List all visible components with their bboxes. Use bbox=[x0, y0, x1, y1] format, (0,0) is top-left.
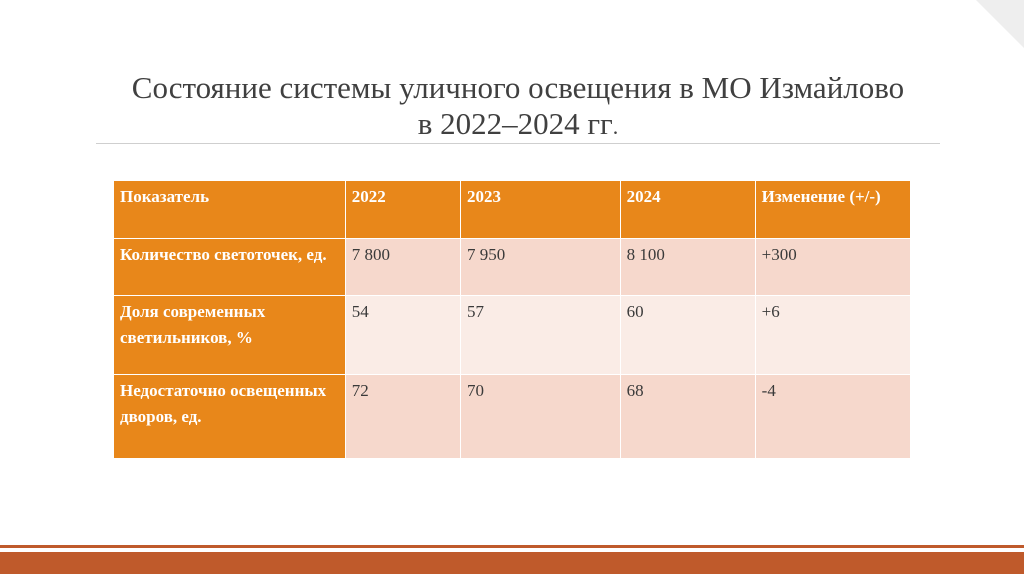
table-cell: +300 bbox=[755, 239, 910, 296]
table-cell: 57 bbox=[460, 296, 620, 375]
table-row bbox=[114, 296, 911, 375]
row-label: Количество светоточек, ед. bbox=[114, 239, 346, 296]
table-cell: 70 bbox=[460, 375, 620, 459]
table-cell: +6 bbox=[755, 296, 910, 375]
table-cell: -4 bbox=[755, 375, 910, 459]
title-line-2-text: в 2022–2024 гг bbox=[417, 106, 613, 141]
title-line-1: Состояние системы уличного освещения в МО Измайлово bbox=[131, 70, 905, 105]
header-indicator: Показатель bbox=[114, 181, 346, 239]
title-divider bbox=[96, 143, 940, 144]
header-change: Изменение (+/-) bbox=[755, 181, 910, 239]
table-cell: 54 bbox=[345, 296, 460, 375]
table-row bbox=[114, 375, 911, 459]
table-cell: 7 800 bbox=[345, 239, 460, 296]
header-2024: 2024 bbox=[620, 181, 755, 239]
table-cell: 60 bbox=[620, 296, 755, 375]
table-header-row bbox=[114, 181, 911, 239]
table-row bbox=[114, 239, 911, 296]
table-cell: 7 950 bbox=[460, 239, 620, 296]
row-label: Недостаточно освещенных дворов, ед. bbox=[114, 375, 346, 459]
table-cell: 72 bbox=[345, 375, 460, 459]
table-cell: 68 bbox=[620, 375, 755, 459]
title-suffix: . bbox=[612, 114, 619, 139]
row-label: Доля современных светильников, % bbox=[114, 296, 346, 375]
footer-accent-bar bbox=[0, 552, 1024, 574]
table-cell: 8 100 bbox=[620, 239, 755, 296]
header-2022: 2022 bbox=[345, 181, 460, 239]
corner-decoration bbox=[976, 0, 1024, 48]
header-2023: 2023 bbox=[460, 181, 620, 239]
lighting-table bbox=[113, 180, 911, 459]
slide-title bbox=[96, 70, 940, 145]
title-line-2 bbox=[96, 106, 940, 145]
footer-accent-line bbox=[0, 545, 1024, 548]
